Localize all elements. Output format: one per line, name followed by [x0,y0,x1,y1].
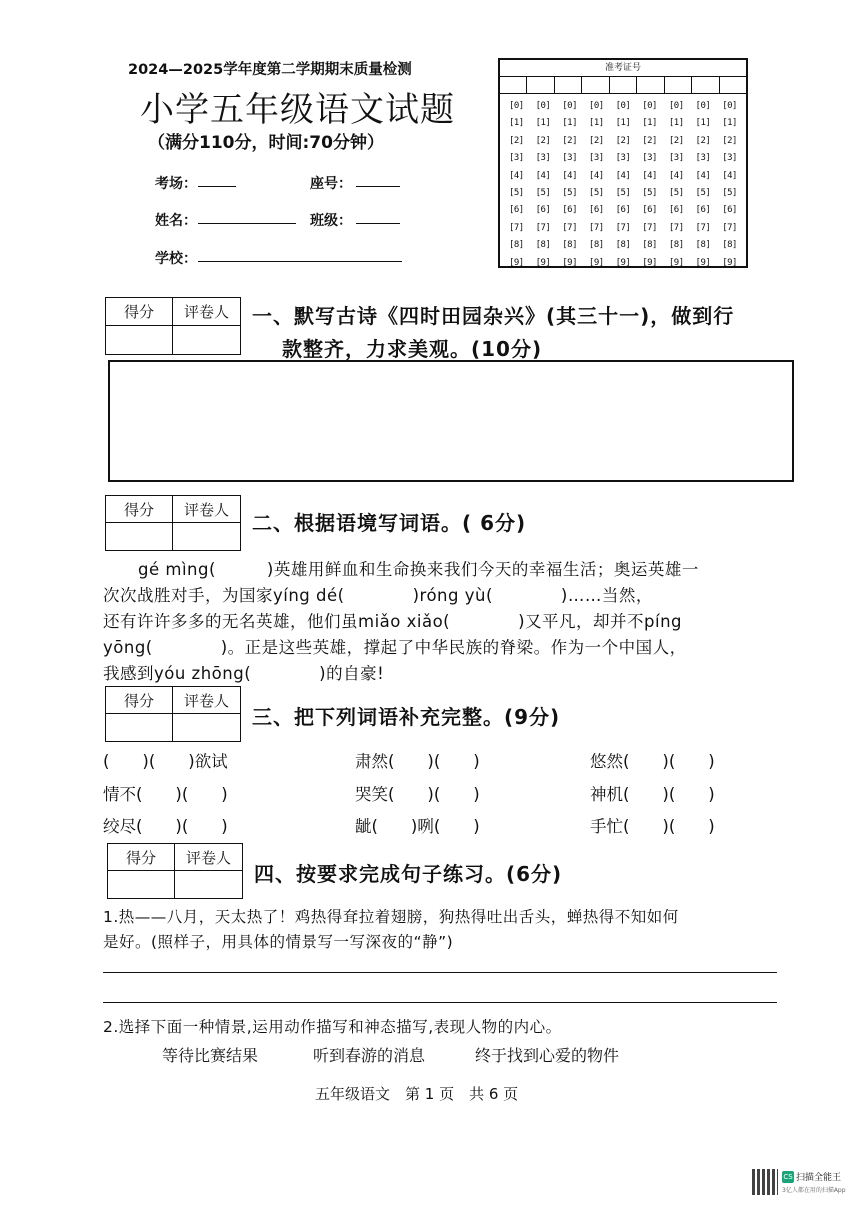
digit-bubble[interactable]: [7] [668,222,684,233]
idiom-blank[interactable]: ( )( )欲试 [103,752,228,771]
digit-bubble[interactable]: [4] [722,170,737,181]
digit-bubble[interactable]: [4] [615,170,631,181]
idiom-blank[interactable]: 手忙( )( ) [590,817,715,836]
digit-bubble[interactable]: [4] [695,170,711,181]
digit-bubble[interactable]: [9] [588,257,604,268]
digit-bubble[interactable]: [9] [642,257,657,268]
score-label: 得分 [106,687,173,714]
scanner-watermark [752,1167,844,1199]
digit-bubble[interactable]: [0] [535,101,551,111]
digit-bubble[interactable]: [3] [562,153,578,164]
digit-bubble[interactable]: [7] [615,222,631,233]
score-label: 得分 [108,844,175,871]
grader-cell[interactable] [173,714,240,741]
digit-bubble[interactable]: [3] [535,153,551,164]
digit-bubble[interactable]: [4] [508,170,524,181]
digit-bubble[interactable]: [0] [508,101,524,111]
digit-bubble[interactable]: [0] [615,101,631,111]
digit-bubble[interactable]: [7] [535,222,551,233]
admission-digit-columns[interactable] [500,94,746,272]
digit-bubble[interactable]: [6] [642,205,657,216]
digit-bubble[interactable]: [3] [588,153,604,164]
digit-bubble[interactable]: [1] [668,118,684,129]
scenario-option-2: 听到春游的消息 [313,1046,426,1065]
page-title: 小学五年级语文试题 [140,90,455,130]
digit-bubble[interactable]: [5] [722,188,737,199]
class-line[interactable] [356,223,400,224]
digit-bubble[interactable]: [6] [668,205,684,216]
digit-bubble[interactable]: [3] [722,153,737,164]
digit-bubble[interactable]: [7] [642,222,657,233]
digit-bubble[interactable]: [8] [535,240,551,251]
digit-bubble[interactable]: [6] [562,205,578,216]
digit-bubble[interactable]: [7] [695,222,711,233]
idiom-blank[interactable]: 绞尽( )( ) [103,817,228,836]
digit-bubble[interactable]: [7] [722,222,737,233]
digit-bubble[interactable]: [4] [642,170,657,181]
digit-bubble[interactable]: [7] [588,222,604,233]
question-1-line-1: 1.热——八月，天太热了！鸡热得耷拉着翅膀，狗热得吐出舌头，蝉热得不知如何 [103,908,679,926]
digit-bubble[interactable]: [8] [722,240,737,251]
digit-bubble[interactable]: [9] [615,257,631,268]
digit-bubble[interactable]: [1] [642,118,657,129]
digit-bubble[interactable]: [9] [562,257,578,268]
digit-bubble[interactable]: [8] [508,240,524,251]
grader-label: 评卷人 [175,844,242,871]
score-label: 得分 [106,496,173,523]
digit-bubble[interactable]: [2] [695,135,711,146]
score-box-4 [107,843,243,899]
section-2-heading: 二、根据语境写词语。( 6分) [252,511,527,535]
idiom-blank[interactable]: 神机( )( ) [590,785,715,804]
section-3-heading: 三、把下列词语补充完整。(9分) [252,705,561,729]
admission-number-title: 准考证号 [500,60,746,77]
admission-digit-column[interactable] [642,98,657,272]
grader-label: 评卷人 [173,496,240,523]
admission-number-write-row[interactable] [500,77,746,94]
digit-bubble[interactable]: [3] [695,153,711,164]
watermark-tagline: 3亿人都在用的扫描App [782,1187,846,1194]
grader-cell[interactable] [173,523,240,550]
digit-bubble[interactable]: [4] [668,170,684,181]
digit-bubble[interactable]: [5] [695,188,711,199]
digit-bubble[interactable]: [2] [668,135,684,146]
digit-bubble[interactable]: [7] [562,222,578,233]
idiom-blank[interactable]: 哭笑( )( ) [355,785,480,804]
digit-bubble[interactable]: [1] [722,118,737,129]
digit-bubble[interactable]: [2] [722,135,737,146]
grader-cell[interactable] [175,871,242,898]
digit-bubble[interactable]: [8] [588,240,604,251]
seat-line[interactable] [356,186,400,187]
score-label: 得分 [106,298,173,326]
digit-bubble[interactable]: [6] [615,205,631,216]
admission-digit-column[interactable] [589,98,604,272]
digit-bubble[interactable]: [3] [642,153,657,164]
scenario-option-1: 等待比赛结果 [162,1046,259,1065]
passage-line-4: yōng( )。正是这些英雄，撑起了中华民族的脊梁。作为一个中国人， [103,638,687,657]
digit-bubble[interactable]: [5] [535,188,551,199]
digit-bubble[interactable]: [2] [642,135,657,146]
digit-bubble[interactable]: [7] [508,222,524,233]
digit-bubble[interactable]: [2] [615,135,631,146]
passage-line-2: 次次战胜对手，为国家yíng dé( )róng yù( )……当然， [103,586,653,605]
exam-subtitle: 2024—2025学年度第二学期期末质量检测 [128,62,412,78]
digit-bubble[interactable]: [6] [535,205,551,216]
digit-bubble[interactable]: [0] [695,101,711,111]
digit-bubble[interactable]: [8] [695,240,711,251]
passage-line-5: 我感到yóu zhōng( )的自豪! [103,664,385,683]
digit-bubble[interactable]: [1] [588,118,604,129]
answer-line[interactable] [103,972,777,973]
score-cell[interactable] [106,714,173,741]
digit-bubble[interactable]: [5] [668,188,684,199]
grader-label: 评卷人 [173,298,240,326]
answer-line[interactable] [103,1002,777,1003]
grader-label: 评卷人 [173,687,240,714]
digit-bubble[interactable]: [8] [562,240,578,251]
digit-bubble[interactable]: [2] [535,135,551,146]
digit-bubble[interactable]: [9] [668,257,684,268]
digit-bubble[interactable]: [8] [642,240,657,251]
idiom-blank[interactable]: 肃然( )( ) [355,752,480,771]
admission-digit-column[interactable] [509,98,524,272]
digit-bubble[interactable]: [6] [508,205,524,216]
idiom-blank[interactable]: 情不( )( ) [103,785,228,804]
idiom-blank[interactable]: 悠然( )( ) [590,752,715,771]
page-footer: 五年级语文 第 1 页 共 6 页 [315,1085,519,1103]
digit-bubble[interactable]: [0] [722,101,737,111]
admission-digit-column[interactable] [562,98,577,272]
question-1-line-2: 是好。(照样子，用具体的情景写一写深夜的“静”) [103,933,454,951]
score-cell[interactable] [108,871,175,898]
digit-bubble[interactable]: [0] [642,101,657,111]
digit-bubble[interactable]: [9] [508,257,524,268]
admission-digit-column[interactable] [722,98,737,272]
digit-bubble[interactable]: [5] [562,188,578,199]
name-label: 姓名： [155,213,197,229]
digit-bubble[interactable]: [6] [722,205,737,216]
digit-bubble[interactable]: [5] [642,188,657,199]
digit-bubble[interactable]: [0] [562,101,578,111]
digit-bubble[interactable]: [9] [722,257,737,268]
digit-bubble[interactable]: [6] [695,205,711,216]
exam-room-label: 考场： [155,176,197,192]
score-cell[interactable] [106,523,173,550]
digit-bubble[interactable]: [3] [508,153,524,164]
digit-bubble[interactable]: [1] [535,118,551,129]
class-label: 班级： [310,213,352,229]
section-4-heading: 四、按要求完成句子练习。(6分) [254,862,563,886]
digit-bubble[interactable]: [8] [615,240,631,251]
digit-bubble[interactable]: [2] [562,135,578,146]
digit-bubble[interactable]: [1] [695,118,711,129]
digit-bubble[interactable]: [1] [562,118,578,129]
section-1-heading: 一、默写古诗《四时田园杂兴》(其三十一)，做到行 [252,304,735,328]
cs-logo-icon: CS [783,1173,793,1181]
digit-bubble[interactable]: [4] [535,170,551,181]
digit-bubble[interactable]: [2] [588,135,604,146]
passage-line-3: 还有许许多多的无名英雄，他们虽miǎo xiǎo( )又平凡，却并不píng [103,612,683,631]
digit-bubble[interactable]: [0] [668,101,684,111]
digit-bubble[interactable]: [9] [695,257,711,268]
scenario-option-3: 终于找到心爱的物件 [475,1046,620,1065]
digit-bubble[interactable]: [5] [588,188,604,199]
watermark-brand: 扫描全能王 [796,1173,842,1183]
question-2: 2.选择下面一种情景,运用动作描写和神态描写,表现人物的内心。 [103,1018,562,1036]
passage-line-1: gé mìng( )英雄用鲜血和生命换来我们今天的幸福生活；奥运英雄一 [138,560,699,579]
digit-bubble[interactable]: [5] [615,188,631,199]
poem-writing-box[interactable] [108,360,794,482]
idiom-blank[interactable]: 龇( )咧( ) [355,817,480,836]
digit-bubble[interactable]: [5] [508,188,524,199]
grader-cell[interactable] [173,326,240,354]
digit-bubble[interactable]: [1] [615,118,631,129]
admission-number-grid[interactable] [498,58,748,268]
digit-bubble[interactable]: [9] [535,257,551,268]
score-box-2 [105,495,241,551]
score-box-3 [105,686,241,742]
admission-digit-column[interactable] [669,98,684,272]
school-label: 学校： [155,251,197,267]
school-line[interactable] [198,261,402,262]
digit-bubble[interactable]: [1] [508,118,524,129]
qr-code-icon [752,1169,778,1195]
admission-digit-column[interactable] [616,98,631,272]
score-cell[interactable] [106,326,173,354]
admission-digit-column[interactable] [696,98,711,272]
digit-bubble[interactable]: [3] [668,153,684,164]
seat-label: 座号： [310,176,352,192]
name-line[interactable] [198,223,296,224]
digit-bubble[interactable]: [0] [588,101,604,111]
digit-bubble[interactable]: [8] [668,240,684,251]
digit-bubble[interactable]: [4] [562,170,578,181]
digit-bubble[interactable]: [2] [508,135,524,146]
score-time-note: （满分110分，时间:70分钟） [148,133,384,153]
digit-bubble[interactable]: [3] [615,153,631,164]
digit-bubble[interactable]: [6] [588,205,604,216]
digit-bubble[interactable]: [4] [588,170,604,181]
exam-room-line[interactable] [198,186,236,187]
score-box-1 [105,297,241,355]
section-1-heading-cont: 款整齐，力求美观。(10分) [282,337,543,361]
admission-digit-column[interactable] [536,98,551,272]
